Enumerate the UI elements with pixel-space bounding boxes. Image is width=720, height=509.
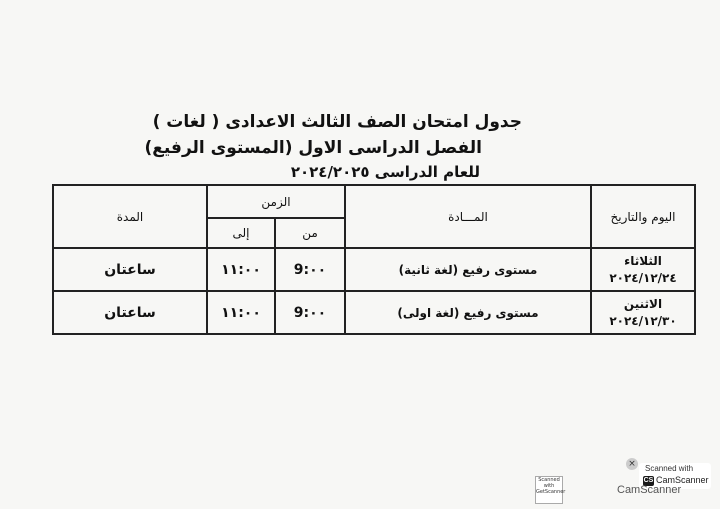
table-row — [53, 291, 695, 334]
subject-cell: مستوى رفيع (لغة اولى) — [345, 291, 591, 334]
close-icon[interactable]: × — [626, 458, 638, 470]
header-time: الزمن — [207, 185, 345, 218]
scanned-with-label: Scanned with — [645, 464, 694, 473]
header-duration: المدة — [53, 185, 207, 248]
subject-cell: مستوى رفيع (لغة ثانية) — [345, 248, 591, 291]
to-time-cell: ١١:٠٠ — [207, 248, 275, 291]
header-day-date: اليوم والتاريخ — [591, 185, 695, 248]
exam-schedule-table — [52, 184, 696, 335]
academic-year-title: للعام الدراسى ٢٠٢٤/٢٠٢٥ — [290, 163, 480, 181]
day-name: الثلاثاء — [624, 253, 662, 268]
exam-date: ٢٠٢٤/١٢/٣٠ — [609, 313, 677, 328]
header-subject: المـــادة — [345, 185, 591, 248]
day-date-cell — [591, 291, 695, 334]
from-time-cell: 9:٠٠ — [275, 291, 345, 334]
header-from: من — [275, 218, 345, 248]
exam-date: ٢٠٢٤/١٢/٢٤ — [609, 270, 677, 285]
semester-title: الفصل الدراسى الاول (المستوى الرفيع) — [144, 138, 482, 158]
from-time-cell: 9:٠٠ — [275, 248, 345, 291]
header-to: إلى — [207, 218, 275, 248]
duration-cell: ساعتان — [53, 291, 207, 334]
day-date-cell — [591, 248, 695, 291]
camscanner-name: CamScanner — [656, 475, 709, 485]
scanner-app-badge: Scanned with GetScanner — [535, 476, 563, 504]
camscanner-footer-text: CamScanner — [617, 484, 682, 496]
table-row — [53, 248, 695, 291]
day-name: الاثنين — [623, 296, 663, 311]
exam-title: جدول امتحان الصف الثالث الاعدادى ( لغات ) — [152, 112, 522, 132]
camscanner-logo-icon: CS — [643, 477, 654, 484]
table-header-row — [53, 185, 695, 218]
duration-cell: ساعتان — [53, 248, 207, 291]
to-time-cell: ١١:٠٠ — [207, 291, 275, 334]
